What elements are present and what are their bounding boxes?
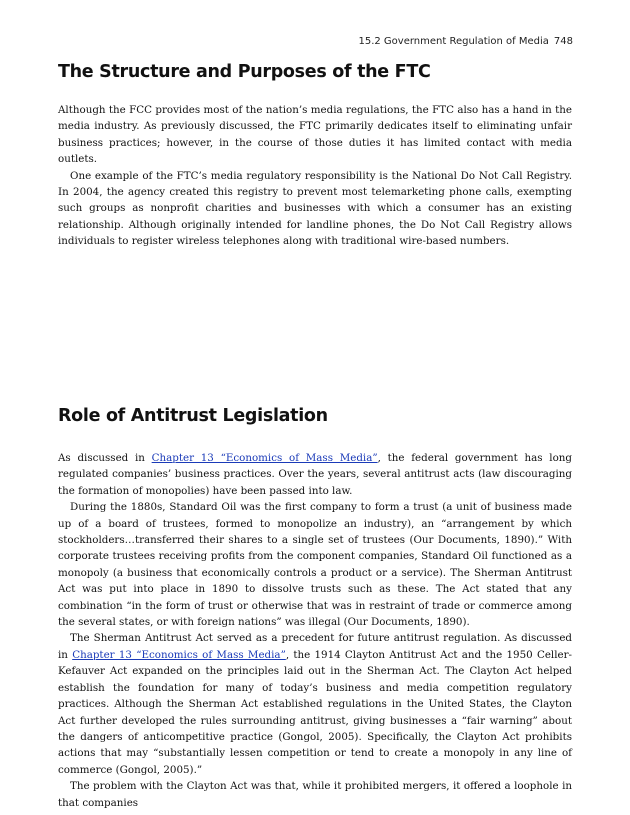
running-header (358, 36, 573, 47)
paragraph: During the 1880s, Standard Oil was the first company to form a trust (a unit of business made up of a board of trustees, formed to monopolize an industry), an “arrangement by which stockholders…transferred their shares to a single set of trustees (Our Documents, 1890).” With corporate trustees receiving profits from the component companies, Standard Oil functioned as a monopoly (a business that economically controls a product or a service). The Sherman Antitrust Act was put into place in 1890 to dissolve trusts such as these. The Act stated that any combination “in the form of trust or otherwise that was in restraint of trade or commerce among the several states, or with foreign nations” was illegal (Our Documents, 1890). (58, 501, 572, 629)
chapter-13-link[interactable]: Chapter 13 “Economics of Mass Media” (72, 648, 286, 661)
paragraph-text: The Sherman Antitrust Act served as a precedent for future antitrust regulation. As discussed in (58, 632, 572, 661)
section-body-antitrust (58, 450, 572, 811)
paragraph: The problem with the Clayton Act was that, while it prohibited mergers, it offered a loophole in that companies (58, 780, 572, 809)
section-body-ftc (58, 102, 572, 250)
paragraph (58, 630, 572, 778)
section-heading-ftc: The Structure and Purposes of the FTC (58, 62, 431, 82)
section-heading-antitrust: Role of Antitrust Legislation (58, 406, 328, 426)
header-section-title: 15.2 Government Regulation of Media (358, 36, 549, 47)
paragraph-text: , the federal government has long regulated companies’ business practices. Over the years, several antitrust acts (law discouraging the formation of monopolies) have been passed into law. (58, 452, 572, 497)
paragraph: Although the FCC provides most of the nation’s media regulations, the FTC also has a hand in the media industry. As previously discussed, the FTC primarily dedicates itself to eliminating unfair business practices; however, in the course of those duties it has limited contact with media outlets. (58, 104, 572, 166)
paragraph: One example of the FTC’s media regulatory responsibility is the National Do Not Call Registry. In 2004, the agency created this registry to prevent most telemarketing phone calls, exempting such groups as nonprofit charities and businesses with which a consumer has an existing relationship. Although originally intended for landline phones, the Do Not Call Registry allows individuals to register wireless telephones along with traditional wire-based numbers. (58, 169, 572, 248)
chapter-13-link[interactable]: Chapter 13 “Economics of Mass Media” (151, 452, 378, 464)
header-page-number: 748 (553, 36, 573, 47)
paragraph (58, 450, 572, 499)
paragraph-text: As discussed in (58, 452, 152, 464)
paragraph-text: , the 1914 Clayton Antitrust Act and the 1950 Celler-Kefauver Act expanded on the principles laid out in the Sherman Act. The Clayton Act helped establish the foundation for many of today’s business and media competition regulatory practices. Although the Sherman Act established regulations in the United States, the Clayton Act further developed the rules surrounding antitrust, giving businesses a “fair warning” about the dangers of anticompetitive practice (Gongol, 2005). Specifically, the Clayton Act prohibits actions that may “substantially lessen competition or tend to create a monopoly in any line of commerce (Gongol, 2005).” (58, 648, 572, 776)
